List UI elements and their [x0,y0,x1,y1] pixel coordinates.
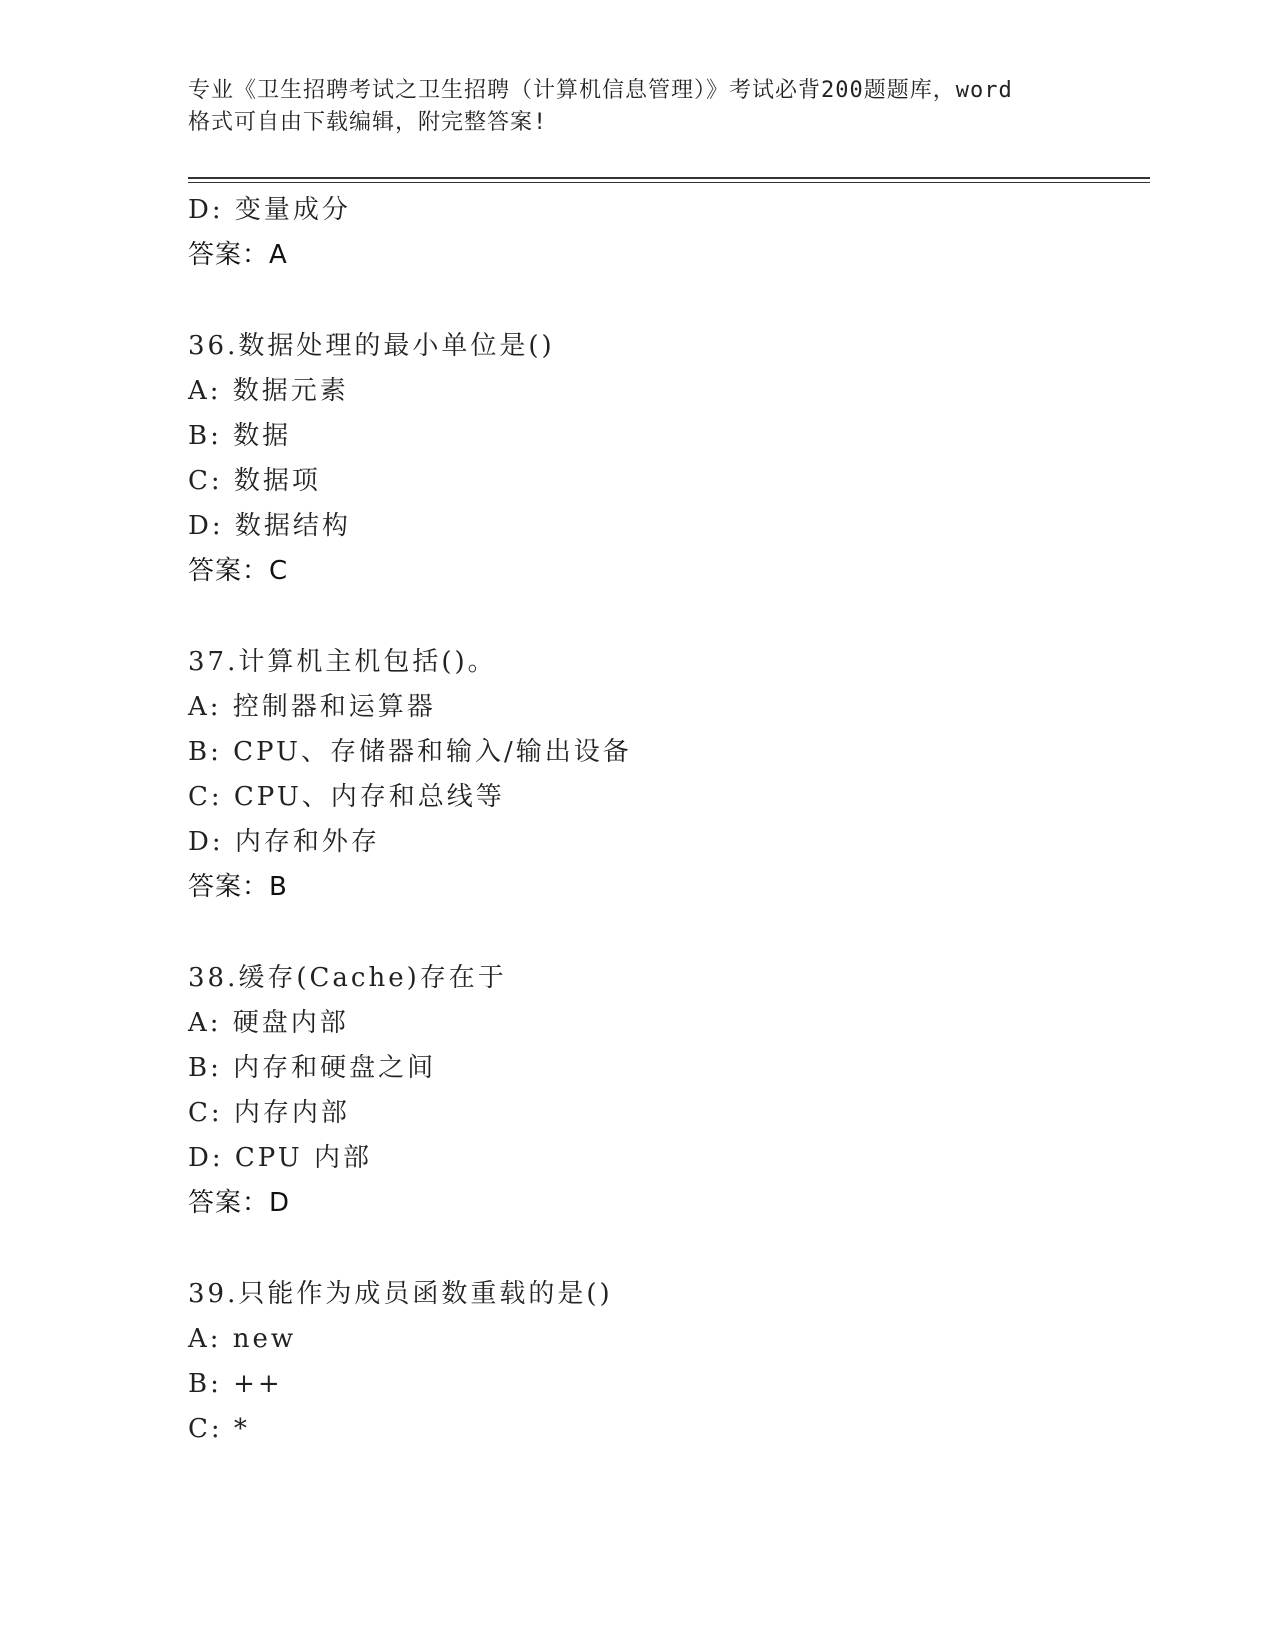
header-line-2: 格式可自由下载编辑，附完整答案! [188,110,548,135]
answer-line: 答案：A [188,240,288,270]
header-divider-thin [188,182,1150,183]
spacer [188,278,1138,324]
question-block-36 [188,324,1138,594]
option-c: C: * [188,1414,250,1444]
option-a: A: 硬盘内部 [188,1008,349,1038]
header-divider-thick [188,177,1150,179]
spacer [188,594,1138,640]
answer-line: 答案：C [188,556,289,586]
answer-line: 答案：D [188,1188,291,1218]
option-a: A: 数据元素 [188,376,349,406]
question-stem: 36.数据处理的最小单位是() [188,331,555,361]
option-c: C: 数据项 [188,466,321,496]
option-c: C: CPU、内存和总线等 [188,782,505,812]
question-block-38 [188,956,1138,1226]
question-block-35-tail [188,188,1138,278]
question-list [188,188,1138,1452]
question-stem: 37.计算机主机包括()。 [188,647,497,677]
spacer [188,1226,1138,1272]
option-b: B: ++ [188,1369,283,1399]
option-d: D: 变量成分 [188,195,351,225]
question-stem: 39.只能作为成员函数重载的是() [188,1279,613,1309]
option-d: D: 内存和外存 [188,827,380,857]
option-b: B: 数据 [188,421,292,451]
option-d: D: 数据结构 [188,511,351,541]
document-header [188,75,1088,139]
option-a: A: 控制器和运算器 [188,692,436,722]
question-block-37 [188,640,1138,910]
option-c: C: 内存内部 [188,1098,350,1128]
header-line-1: 专业《卫生招聘考试之卫生招聘（计算机信息管理）》考试必背200题题库，word [188,78,1013,103]
option-b: B: CPU、存储器和输入/输出设备 [188,737,632,767]
question-block-39 [188,1272,1138,1452]
answer-line: 答案：B [188,872,288,902]
question-stem: 38.缓存(Cache)存在于 [188,963,507,993]
option-b: B: 内存和硬盘之间 [188,1053,437,1083]
option-d: D: CPU 内部 [188,1143,372,1173]
spacer [188,910,1138,956]
option-a: A: new [188,1324,297,1354]
